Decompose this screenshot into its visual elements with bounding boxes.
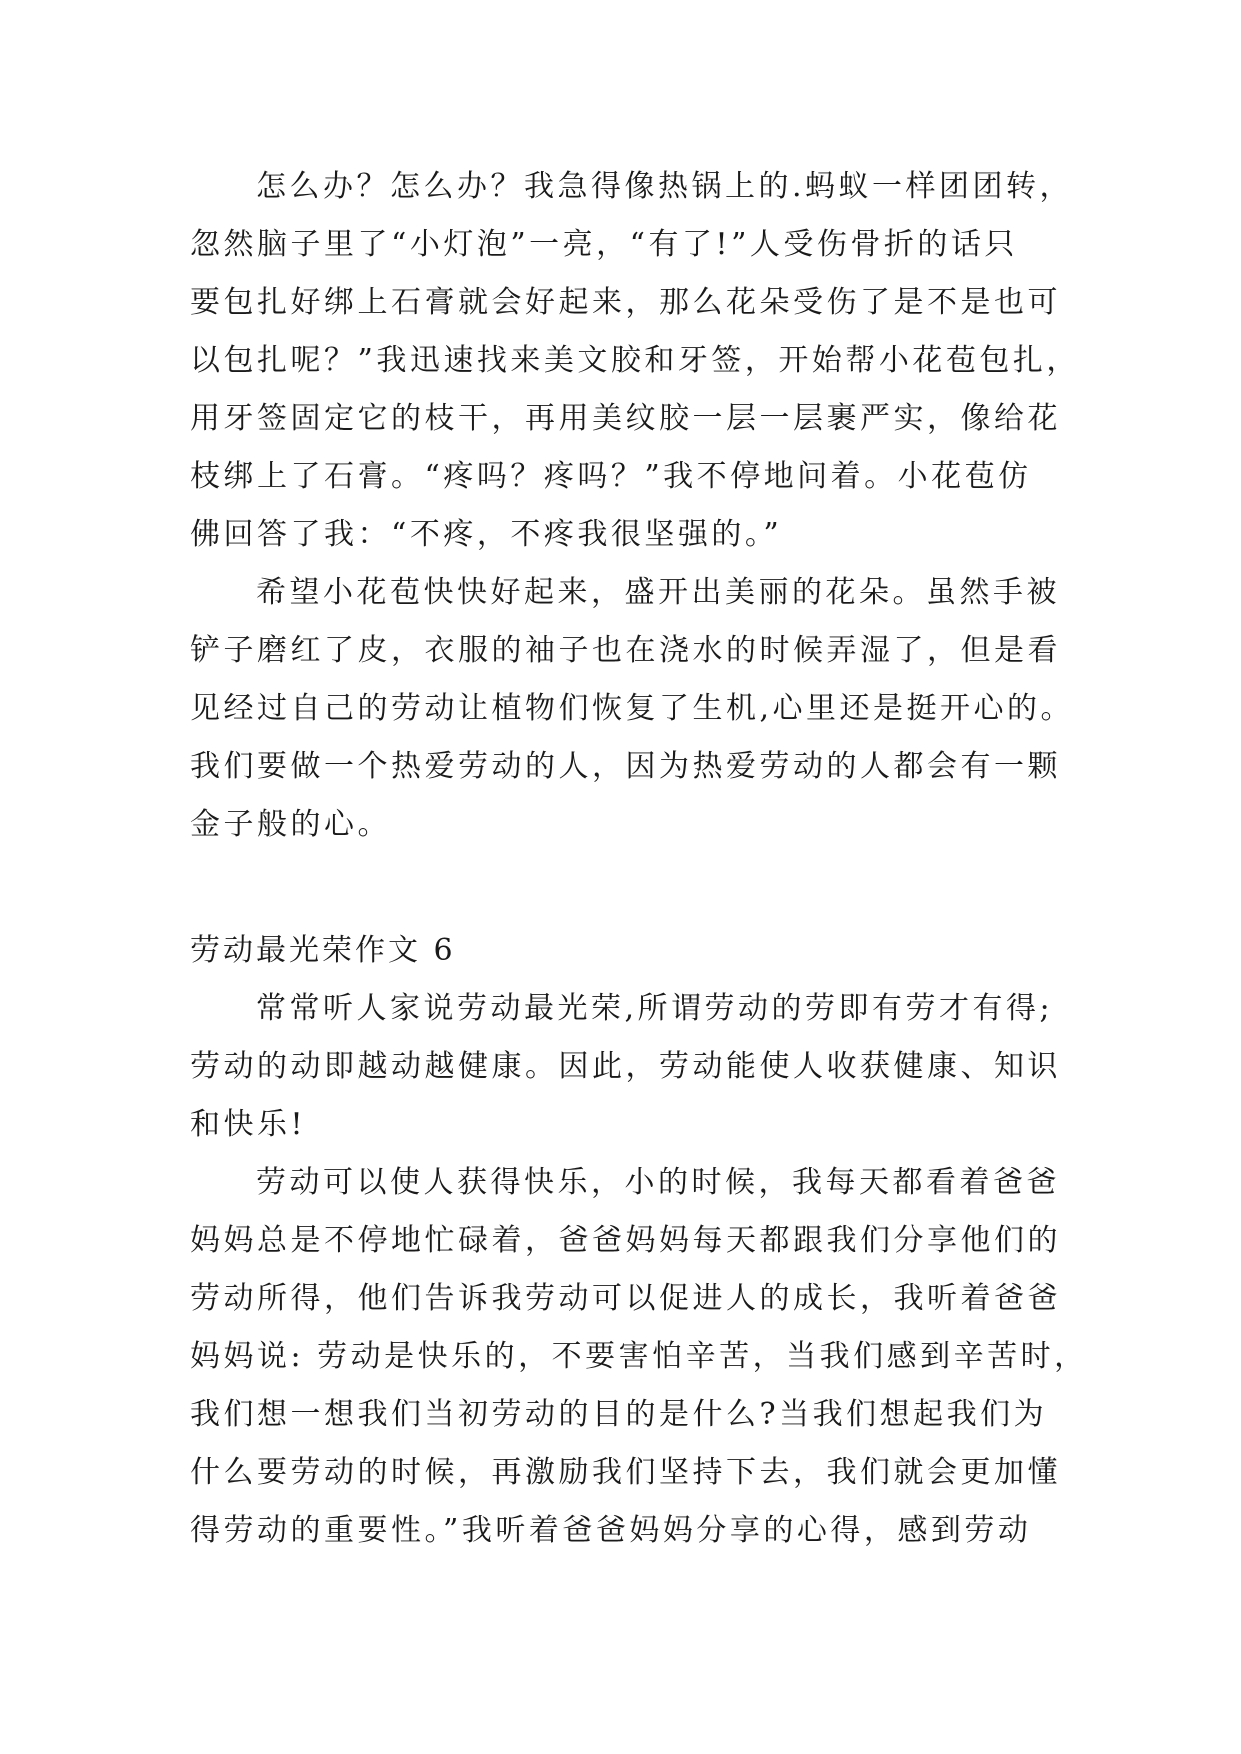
- text-line: 见经过自己的劳动让植物们恢复了生机,心里还是挺开心的。: [190, 691, 1075, 726]
- section-heading: 劳动最光荣作文 6: [190, 933, 456, 968]
- text-line: 用牙签固定它的枝干，再用美纹胶一层一层裹严实，像给花: [190, 401, 1061, 436]
- paragraph-3: [190, 980, 1070, 1154]
- text-line: 铲子磨红了皮，衣服的袖子也在浇水的时候弄湿了，但是看: [190, 633, 1061, 668]
- text-line: 要包扎好绑上石膏就会好起来，那么花朵受伤了是不是也可: [190, 285, 1061, 320]
- text-line: 和快乐!: [190, 1107, 307, 1142]
- section-gap: [190, 854, 1070, 922]
- text-line: 枝绑上了石膏。“疼吗？疼吗？”我不停地问着。小花苞仿: [190, 459, 1032, 494]
- text-line: 以包扎呢？”我迅速找来美文胶和牙签，开始帮小花苞包扎，: [190, 343, 1080, 378]
- text-line: 金子般的心。: [190, 807, 391, 842]
- text-line: 佛回答了我：“不疼，不疼我很坚强的。”: [190, 517, 783, 552]
- text-line: 什么要劳动的时候，再激励我们坚持下去，我们就会更加懂: [190, 1455, 1061, 1490]
- text-line: 劳动可以使人获得快乐，小的时候，我每天都看着爸爸: [256, 1165, 1060, 1200]
- text-line: 劳动所得，他们告诉我劳动可以促进人的成长，我听着爸爸: [190, 1281, 1061, 1316]
- text-line: 得劳动的重要性。”我听着爸爸妈妈分享的心得，感到劳动: [190, 1513, 1032, 1548]
- text-line: 忽然脑子里了“小灯泡”一亮，“有了!”人受伤骨折的话只: [190, 227, 1018, 262]
- paragraph-1: [190, 158, 1080, 564]
- text-line: 妈妈总是不停地忙碌着，爸爸妈妈每天都跟我们分享他们的: [190, 1223, 1061, 1258]
- paragraph-2: [190, 564, 1075, 854]
- paragraph-4: [190, 1154, 1088, 1560]
- text-line: 我们想一想我们当初劳动的目的是什么?当我们想起我们为: [190, 1397, 1048, 1432]
- text-line: 我们要做一个热爱劳动的人，因为热爱劳动的人都会有一颗: [190, 749, 1061, 784]
- text-line: 妈妈说: 劳动是快乐的，不要害怕辛苦，当我们感到辛苦时，: [190, 1339, 1088, 1374]
- text-line: 常常听人家说劳动最光荣,所谓劳动的劳即有劳才有得;: [256, 991, 1054, 1026]
- text-line: 希望小花苞快快好起来，盛开出美丽的花朵。虽然手被: [256, 575, 1060, 610]
- text-line: 怎么办？怎么办？我急得像热锅上的.蚂蚁一样团团转，: [256, 169, 1074, 204]
- document-body: [190, 158, 1088, 1560]
- text-line: 劳动的动即越动越健康。因此，劳动能使人收获健康、知识: [190, 1049, 1061, 1084]
